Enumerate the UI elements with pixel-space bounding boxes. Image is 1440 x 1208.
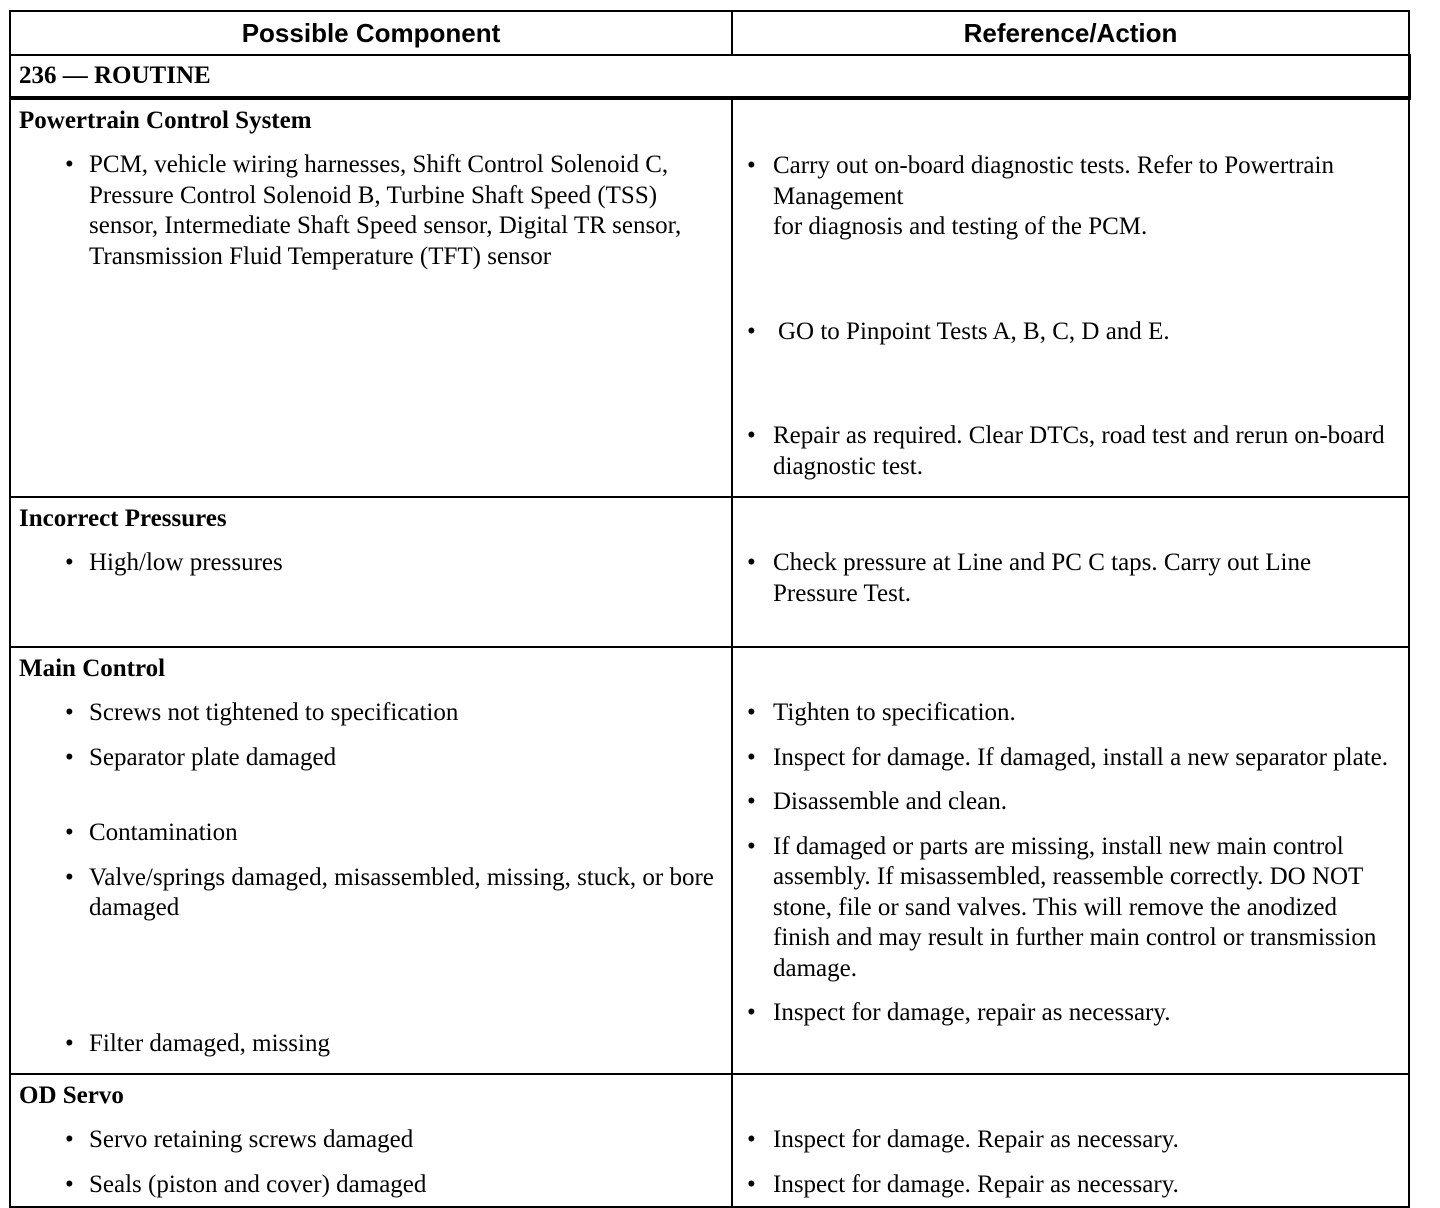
bullet-icon: • (747, 549, 756, 576)
component-item (19, 1125, 723, 1156)
component-text: High/low pressures (89, 549, 283, 576)
diagnostic-table (9, 10, 1411, 1208)
routine-label: 236 — ROUTINE (10, 55, 1409, 98)
spacer (747, 654, 1400, 686)
header-possible-component: Possible Component (10, 11, 732, 55)
section-title: OD Servo (19, 1082, 124, 1109)
component-cell (10, 497, 732, 647)
action-item (747, 421, 1400, 482)
bullet-icon: • (65, 1126, 74, 1153)
bullet-icon: • (747, 1126, 756, 1153)
section-row (10, 1074, 1409, 1207)
bullet-icon: • (65, 743, 74, 771)
action-text: Inspect for damage. If damaged, install a new separator plate. (773, 743, 1389, 771)
action-item (747, 698, 1400, 729)
section-row (10, 98, 1409, 497)
action-cell (732, 98, 1409, 497)
bullet-icon: • (747, 743, 756, 771)
action-text: GO to Pinpoint Tests A, B, C, D and E. (778, 317, 1170, 345)
bullet-icon: • (747, 832, 756, 860)
action-text: If damaged or parts are missing, install new main control assembly. If misassembled, reassemble correctly. DO NOT stone, file or sand valves. This will remove the anodized finish and may result in further main control or transmission damage. (773, 832, 1377, 982)
bullet-icon: • (65, 1029, 74, 1057)
component-item (19, 818, 723, 849)
component-item (19, 1029, 723, 1060)
action-text: Repair as required. Clear DTCs, road test and rerun on-board diagnostic test. (773, 422, 1385, 480)
spacer (747, 106, 1400, 138)
action-item (747, 317, 1400, 348)
bullet-icon: • (747, 422, 756, 449)
bullet-icon: • (65, 819, 74, 846)
component-item (19, 150, 723, 272)
component-item (19, 743, 723, 774)
action-item (747, 787, 1400, 818)
component-text: Filter damaged, missing (89, 1029, 330, 1057)
component-text: Servo retaining screws damaged (89, 1126, 414, 1153)
component-text: Seals (piston and cover) damaged (89, 1170, 427, 1198)
action-text: for diagnosis and testing of the PCM. (773, 213, 1148, 240)
bullet-icon: • (747, 1170, 756, 1198)
action-cell (732, 497, 1409, 647)
component-text: Separator plate damaged (89, 743, 337, 771)
bullet-icon: • (747, 699, 756, 726)
action-item (747, 832, 1400, 985)
section-row (10, 647, 1409, 1074)
action-text: Inspect for damage. Repair as necessary. (773, 1170, 1179, 1198)
routine-row (10, 55, 1409, 98)
bullet-icon: • (65, 1170, 74, 1198)
bullet-icon: • (65, 863, 74, 891)
bullet-icon: • (747, 317, 756, 345)
bullet-icon: • (65, 549, 74, 576)
action-text: Inspect for damage. Repair as necessary. (773, 1126, 1179, 1153)
bullet-icon: • (65, 699, 74, 726)
component-cell (10, 98, 732, 497)
component-text: Contamination (89, 819, 238, 846)
action-text: Carry out on-board diagnostic tests. Refer to Powertrain Management (773, 152, 1334, 210)
bullet-icon: • (747, 999, 756, 1026)
action-item (747, 743, 1400, 774)
action-item (747, 548, 1400, 609)
bullet-icon: • (747, 152, 756, 179)
section-title: Main Control (19, 655, 166, 682)
bullet-icon: • (747, 788, 756, 815)
action-cell (732, 1074, 1409, 1207)
component-item (19, 698, 723, 729)
header-reference-action: Reference/Action (732, 11, 1409, 55)
component-item (19, 548, 723, 579)
action-text: Tighten to specification. (773, 699, 1016, 726)
action-item-continued (747, 212, 1400, 243)
component-text: PCM, vehicle wiring harnesses, Shift Control Solenoid C, Pressure Control Solenoid B, Turbine Shaft Speed (TSS) sensor, Intermediate Shaft Speed sensor, Digital TR sensor, Transmission Fluid Temperature (TFT) sensor (89, 151, 682, 270)
action-text: Disassemble and clean. (773, 788, 1007, 815)
component-cell (10, 1074, 732, 1207)
spacer (747, 1081, 1400, 1113)
component-item (19, 863, 723, 924)
header-row (10, 11, 1409, 55)
action-item (747, 1125, 1400, 1156)
section-row (10, 497, 1409, 647)
component-cell (10, 647, 732, 1074)
component-text: Valve/springs damaged, misassembled, missing, stuck, or bore damaged (89, 863, 714, 921)
action-text: Inspect for damage, repair as necessary. (773, 999, 1171, 1026)
section-title: Incorrect Pressures (19, 505, 227, 532)
action-item (747, 151, 1400, 212)
section-title: Powertrain Control System (19, 107, 312, 134)
component-text: Screws not tightened to specification (89, 699, 459, 726)
bullet-icon: • (65, 151, 74, 178)
component-item (19, 1170, 723, 1201)
action-cell (732, 647, 1409, 1074)
action-item (747, 998, 1400, 1029)
action-text: Check pressure at Line and PC C taps. Carry out Line Pressure Test. (773, 549, 1312, 607)
spacer (747, 504, 1400, 536)
action-item (747, 1170, 1400, 1201)
